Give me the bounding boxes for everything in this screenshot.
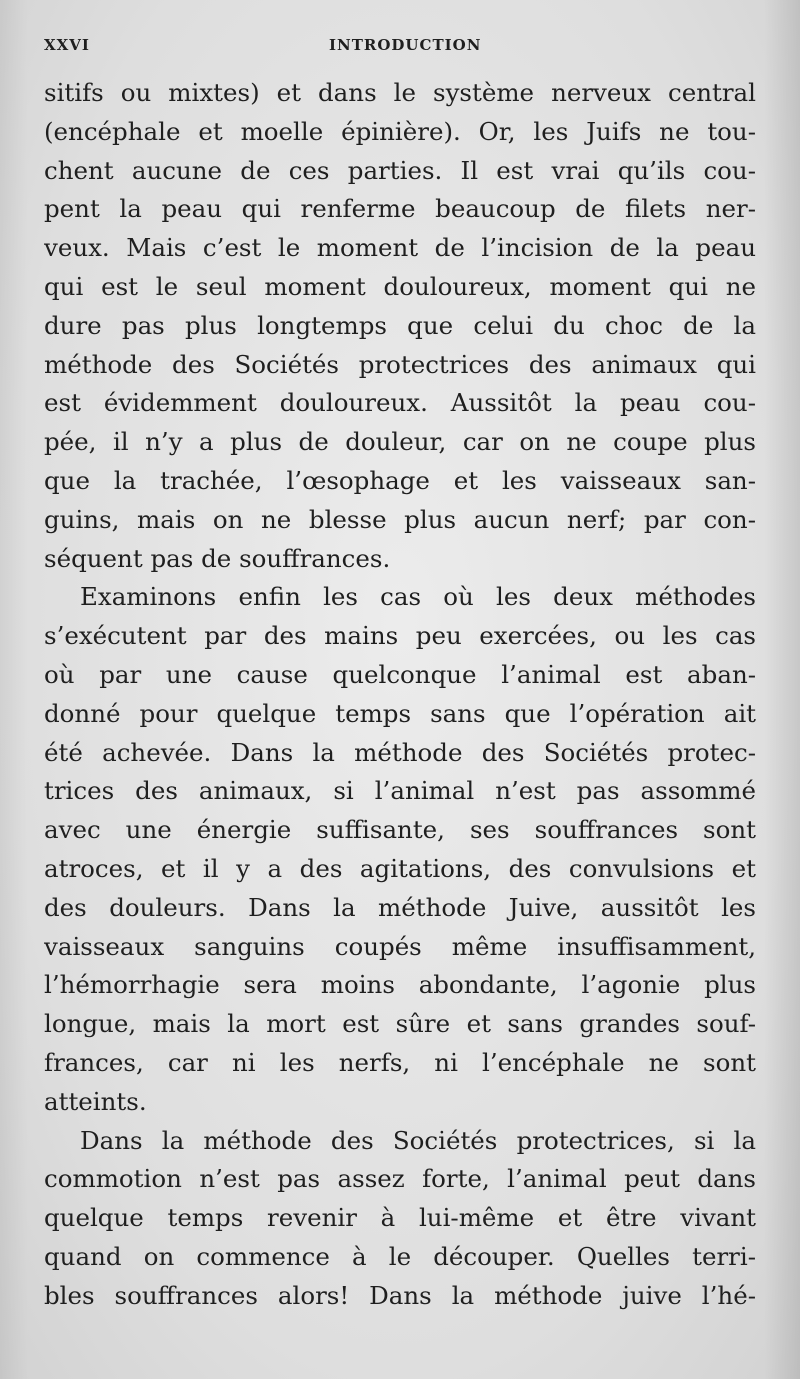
text-line: l’hémorrhagie sera moins abondante, l’agonie plus	[44, 970, 756, 1000]
text-line: où par une cause quelconque l’animal est aban-	[44, 659, 756, 689]
text-line: dure pas plus longtemps que celui du choc de la	[44, 310, 756, 340]
text-line: quelque temps revenir à lui-même et être vivant	[44, 1203, 756, 1233]
text-line: pée, il n’y a plus de douleur, car on ne coupe plus	[44, 427, 756, 457]
text-line: s’exécutent par des mains peu exercées, ou les cas	[44, 621, 756, 651]
text-line: bles souffrances alors! Dans la méthode juive l’hé-	[44, 1280, 756, 1310]
page-number: XXVI	[44, 36, 90, 54]
text-line: que la trachée, l’œsophage et les vaisseaux san-	[44, 465, 756, 495]
text-line: quand on commence à le découper. Quelles terri-	[44, 1241, 756, 1271]
text-line: sitifs ou mixtes) et dans le système nerveux central	[44, 78, 756, 107]
paragraph-1	[44, 74, 756, 578]
text-line: frances, car ni les nerfs, ni l’encéphale ne sont	[44, 1047, 756, 1077]
text-line: chent aucune de ces parties. Il est vrai qu’ils cou-	[44, 155, 756, 185]
text-line: pent la peau qui renferme beaucoup de filets ner-	[44, 194, 756, 224]
text-line: longue, mais la mort est sûre et sans grandes souf-	[44, 1009, 756, 1039]
text-line: des douleurs. Dans la méthode Juive, aussitôt les	[44, 892, 756, 922]
paragraph-2	[44, 578, 756, 1121]
text-line: Examinons enfin les cas où les deux méthodes	[80, 582, 756, 612]
text-line: qui est le seul moment douloureux, moment qui ne	[44, 271, 756, 301]
text-line: trices des animaux, si l’animal n’est pas assommé	[44, 776, 756, 806]
text-line: (encéphale et moelle épinière). Or, les Juifs ne tou-	[44, 116, 756, 146]
text-line: été achevée. Dans la méthode des Sociétés protec-	[44, 737, 756, 767]
text-line: vaisseaux sanguins coupés même insuffisamment,	[44, 931, 756, 961]
text-line: commotion n’est pas assez forte, l’animal peut dans	[44, 1164, 756, 1194]
running-head: INTRODUCTION	[329, 36, 482, 54]
paragraph-3	[44, 1122, 756, 1316]
text-line: donné pour quelque temps sans que l’opération ait	[44, 698, 756, 728]
text-line: veux. Mais c’est le moment de l’incision de la peau	[44, 233, 756, 263]
text-line: Dans la méthode des Sociétés protectrices, si la	[80, 1125, 756, 1155]
text-line: atroces, et il y a des agitations, des convulsions et	[44, 853, 756, 883]
text-line: guins, mais on ne blesse plus aucun nerf; par con-	[44, 504, 756, 534]
text-line: atteints.	[44, 1086, 147, 1116]
text-line: séquent pas de souffrances.	[44, 543, 391, 573]
body-text	[44, 74, 756, 1316]
text-line: méthode des Sociétés protectrices des animaux qui	[44, 349, 756, 379]
page-header	[44, 36, 750, 60]
text-line: avec une énergie suffisante, ses souffrances sont	[44, 815, 756, 845]
text-line: est évidemment douloureux. Aussitôt la peau cou-	[44, 388, 756, 418]
